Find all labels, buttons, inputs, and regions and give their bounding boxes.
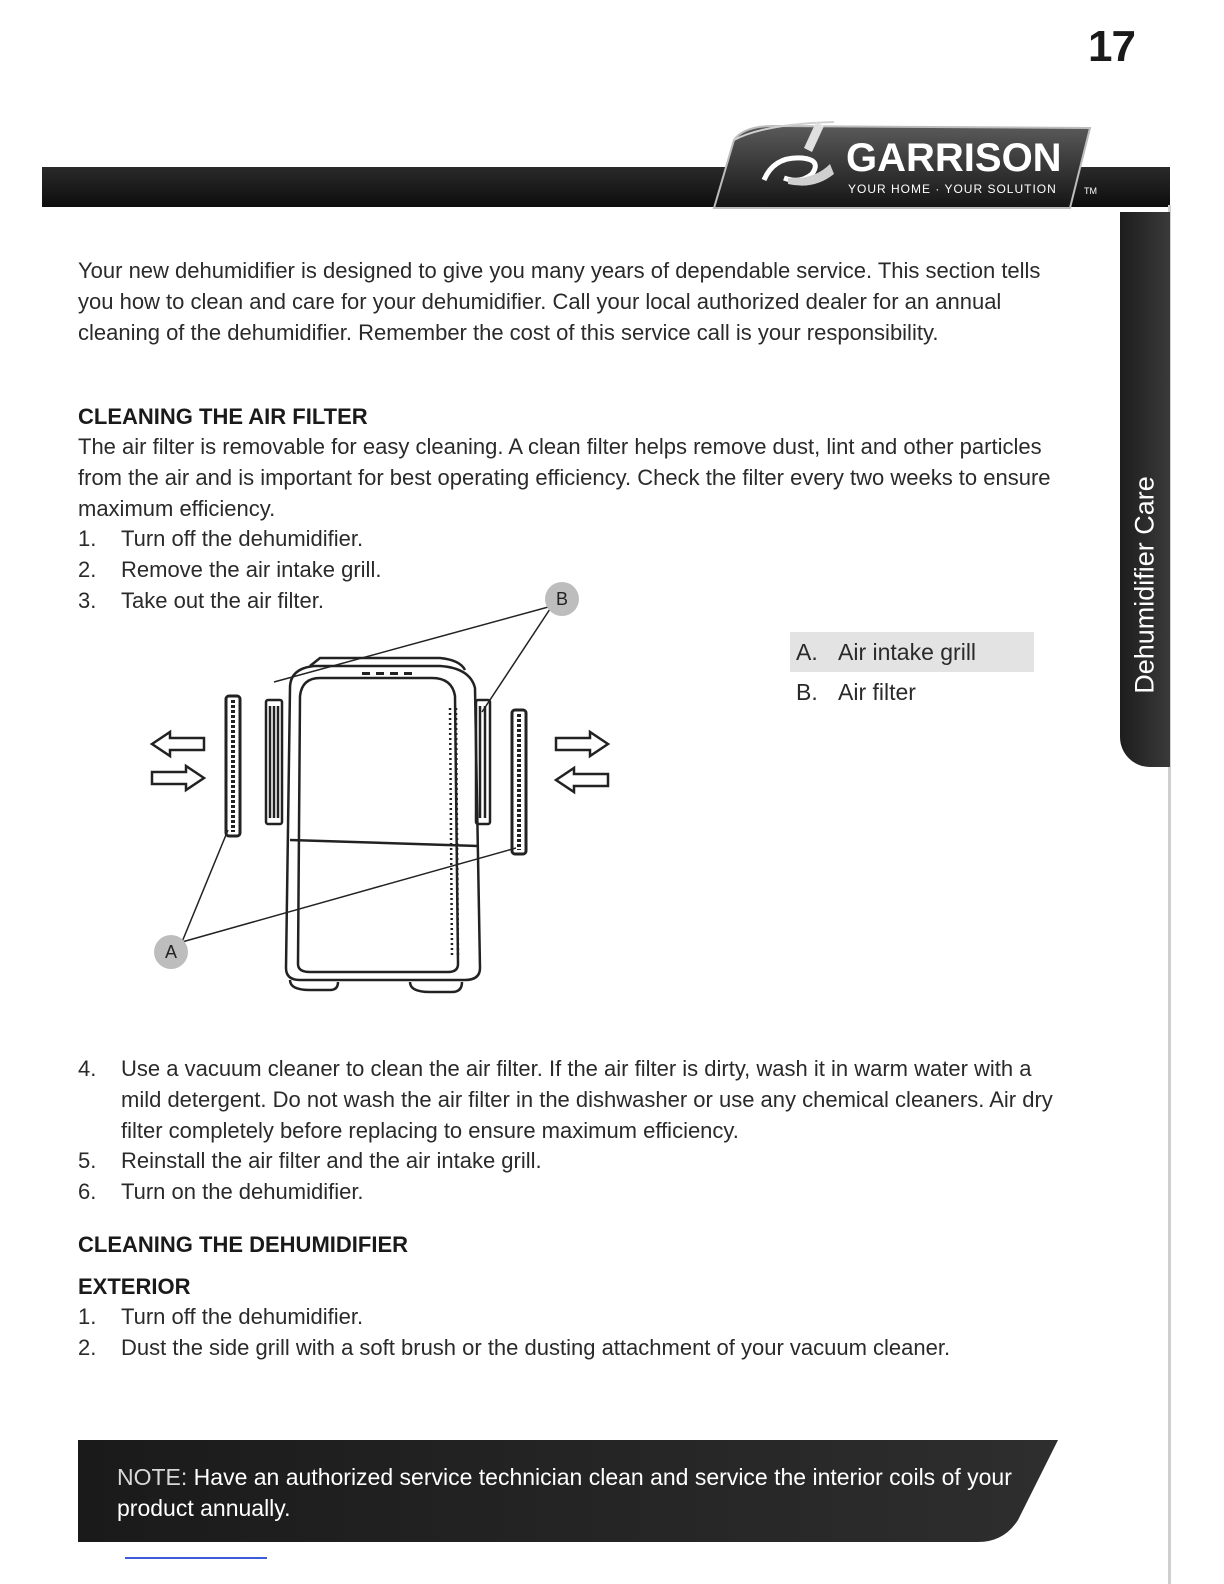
step-number: 1. [78,526,97,552]
section-side-tab-label: Dehumidifier Care [1129,476,1160,694]
step-text: Reinstall the air filter and the air intake grill. [121,1148,542,1174]
step-number: 2. [78,557,97,583]
callout-b [545,582,579,616]
dehumidifier-filter-diagram [140,578,630,998]
left-air-filter [266,700,282,824]
footer-rule [125,1557,267,1559]
left-air-intake-grill [226,696,240,836]
legend-letter: A. [796,639,818,665]
callout-b-label: B [555,589,569,609]
page-number: 17 [1088,22,1135,71]
list-item [78,1333,1068,1364]
air-filter-steps-after [78,1054,1068,1208]
air-filter-steps-after-section [78,1054,1068,1208]
note-label: NOTE: [117,1464,188,1490]
trademark: TM [1084,186,1097,196]
step-text: Turn off the dehumidifier. [121,1304,364,1329]
right-air-intake-grill [512,710,526,854]
brand-name: GARRISON [846,136,1062,180]
insert-arrow-right-icon [152,766,204,790]
step-text: Take out the air filter. [121,587,324,613]
legend-text: Air intake grill [838,639,977,665]
list-item [78,1302,1068,1333]
air-filter-heading: CLEANING THE AIR FILTER [78,404,368,429]
step-text: Turn off the dehumidifier. [121,526,364,552]
callout-leader-lines [182,606,552,942]
insert-arrow-left-icon [556,768,608,792]
step-text: Dust the side grill with a soft brush or the dusting attachment of your vacuum cleaner. [121,1334,951,1360]
step-text: Turn on the dehumidifier. [121,1179,364,1205]
dehumidifier-cleaning-section [78,1230,1068,1364]
note-text [117,1462,1017,1524]
callout-a [154,935,188,969]
intro-section [78,256,1068,348]
step-number: 4. [78,1056,97,1081]
dehumidifier-unit-illustration [286,658,480,992]
legend-item [790,672,1034,712]
air-filter-description: The air filter is removable for easy cleaning. A clean filter helps remove dust, lint and other particles from the air and is important for best operating efficiency. Check the filter every two weeks to ensure maximum efficiency. [78,434,1051,521]
intro-paragraph: Your new dehumidifier is designed to give you many years of dependable service. This section tells you how to clean and care for your dehumidifier. Call your local authorized dealer for an annual cleaning of the dehumidifier. Remember the cost of this service call is your responsibility. [78,258,1041,345]
step-number: 3. [78,587,97,613]
step-text: Use a vacuum cleaner to clean the air filter. If the air filter is dirty, wash it in warm water with a mild detergent. Do not wash the air filter in the dishwasher or use any chemical cleaners. Air dry filter completely before replacing to ensure maximum efficiency. [121,1056,1053,1143]
note-body: Have an authorized service technician clean and service the interior coils of your product annually. [117,1464,1012,1521]
brand-tagline: YOUR HOME · YOUR SOLUTION [848,182,1057,196]
step-number: 1. [78,1304,97,1329]
step-number: 2. [78,1334,97,1360]
list-item [78,524,1068,555]
control-panel-buttons-icon [362,672,412,675]
callout-a-label: A [164,942,178,962]
list-item [78,1177,1068,1208]
legend-item [790,632,1034,672]
legend-letter: B. [796,679,818,705]
remove-arrow-left-icon [152,732,204,756]
step-number: 6. [78,1179,97,1205]
list-item [78,1146,1068,1177]
step-text: Remove the air intake grill. [121,557,382,583]
legend-text: Air filter [838,679,916,705]
remove-arrow-right-icon [556,732,608,756]
exterior-subheading: EXTERIOR [78,1274,191,1299]
step-number: 5. [78,1148,97,1174]
diagram-legend [790,632,1034,712]
exterior-steps [78,1302,1068,1364]
list-item [78,1054,1068,1146]
dehumidifier-cleaning-heading: CLEANING THE DEHUMIDIFIER [78,1232,408,1257]
